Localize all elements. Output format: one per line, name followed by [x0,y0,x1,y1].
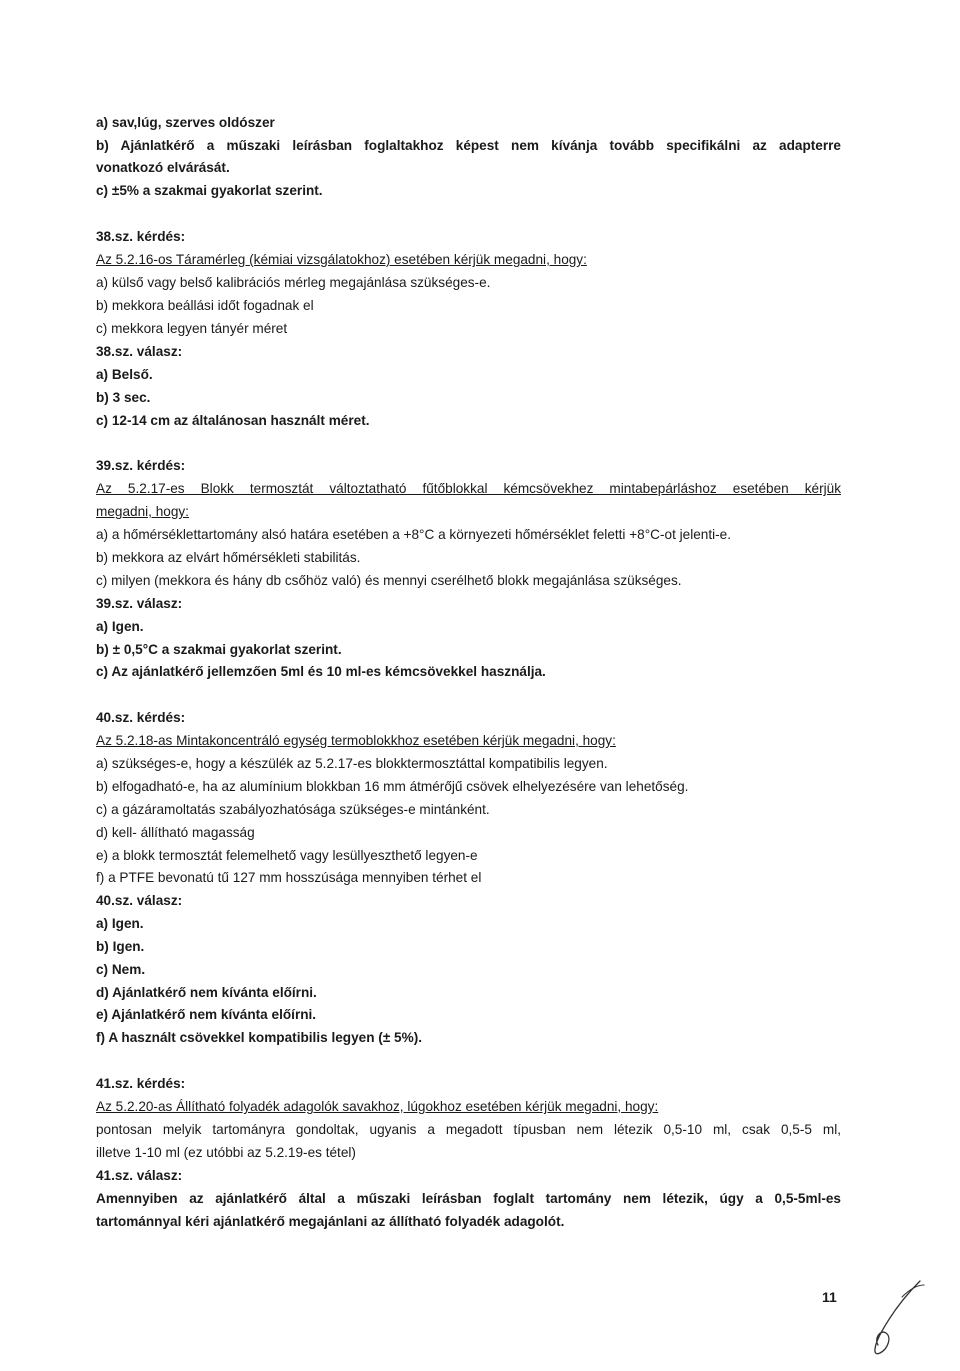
q41-answer-line2: tartománnyal kéri ajánlatkérő megajánlani az állítható folyadék adagolót. [96,1214,565,1229]
q41-answer-title: 41.sz. válasz: [96,1168,183,1183]
q40-answer-b: b) Igen. [96,939,145,954]
q40-answer-a: a) Igen. [96,916,144,931]
q41-body-line1: pontosan melyik tartományra gondoltak, ugyanis a megadott típusban nem létezik 0,5-10 ml, csak 0,5-5 ml, [96,1122,841,1137]
q38-a: a) külső vagy belső kalibrációs mérleg megajánlása szükséges-e. [96,275,491,290]
q39-title: 39.sz. kérdés: [96,458,186,473]
q38-b: b) mekkora beállási időt fogadnak el [96,298,314,313]
q40-title: 40.sz. kérdés: [96,710,186,725]
q38-answer-c: c) 12-14 cm az általánosan használt méret. [96,413,370,428]
intro-b-line2: vonatkozó elvárását. [96,160,230,175]
q40-d: d) kell- állítható magasság [96,825,255,840]
q41-title: 41.sz. kérdés: [96,1076,186,1091]
q40-answer-c: c) Nem. [96,962,146,977]
page-number: 11 [822,1289,837,1305]
q39-reference-line1: Az 5.2.17-es Blokk termosztát változtatható fűtőblokkal kémcsövekhez mintabepárláshoz esetében kérjük [96,481,841,496]
q40-reference: Az 5.2.18-as Mintakoncentráló egység termoblokkhoz esetében kérjük megadni, hogy: [96,733,616,748]
q40-f: f) a PTFE bevonatú tű 127 mm hosszúsága mennyiben térhet el [96,870,482,885]
q40-answer-f: f) A használt csövekkel kompatibilis legyen (± 5%). [96,1030,423,1045]
q39-answer-title: 39.sz. válasz: [96,596,183,611]
q39-c: c) milyen (mekkora és hány db csőhöz való) és mennyi cserélhető blokk megajánlása szükséges. [96,573,682,588]
q39-answer-c: c) Az ajánlatkérő jellemzően 5ml és 10 ml-es kémcsövekkel használja. [96,664,546,679]
q39-a: a) a hőmérséklettartomány alsó határa esetében a +8°C a környezeti hőmérséklet feletti +8°C-ot jelenti-e. [96,527,732,542]
q39-answer-b: b) ± 0,5°C a szakmai gyakorlat szerint. [96,642,342,657]
q41-body-line2: illetve 1-10 ml (ez utóbbi az 5.2.19-es tétel) [96,1145,356,1160]
q38-c: c) mekkora legyen tányér méret [96,321,288,336]
q40-answer-d: d) Ajánlatkérő nem kívánta előírni. [96,985,317,1000]
q38-answer-a: a) Belső. [96,367,153,382]
intro-b-line1: b) Ajánlatkérő a műszaki leírásban foglaltakhoz képest nem kívánja tovább specifikálni az adapterre [96,138,841,153]
q41-answer-line1: Amennyiben az ajánlatkérő által a műszaki leírásban foglalt tartomány nem létezik, úgy a 0,5-5ml-es [96,1191,841,1206]
q40-e: e) a blokk termosztát felemelhető vagy lesüllyeszthető legyen-e [96,848,478,863]
q38-reference: Az 5.2.16-os Táramérleg (kémiai vizsgálatokhoz) esetében kérjük megadni, hogy: [96,252,587,267]
q38-title: 38.sz. kérdés: [96,229,186,244]
q38-answer-b: b) 3 sec. [96,390,151,405]
q40-b: b) elfogadható-e, ha az alumínium blokkban 16 mm átmérőjű csövek elhelyezésére van lehetőség. [96,779,689,794]
q39-answer-a: a) Igen. [96,619,144,634]
q39-b: b) mekkora az elvárt hőmérsékleti stabilitás. [96,550,361,565]
q38-answer-title: 38.sz. válasz: [96,344,183,359]
q40-answer-title: 40.sz. válasz: [96,893,183,908]
intro-a: a) sav,lúg, szerves oldószer [96,115,275,130]
q40-c: c) a gázáramoltatás szabályozhatósága szükséges-e mintánként. [96,802,490,817]
q40-answer-e: e) Ajánlatkérő nem kívánta előírni. [96,1007,317,1022]
q39-reference-line2: megadni, hogy: [96,504,189,519]
signature-icon [862,1275,932,1360]
q41-reference: Az 5.2.20-as Állítható folyadék adagolók savakhoz, lúgokhoz esetében kérjük megadni, hogy: [96,1099,659,1114]
intro-c: c) ±5% a szakmai gyakorlat szerint. [96,183,323,198]
q40-a: a) szükséges-e, hogy a készülék az 5.2.17-es blokktermosztáttal kompatibilis legyen. [96,756,608,771]
